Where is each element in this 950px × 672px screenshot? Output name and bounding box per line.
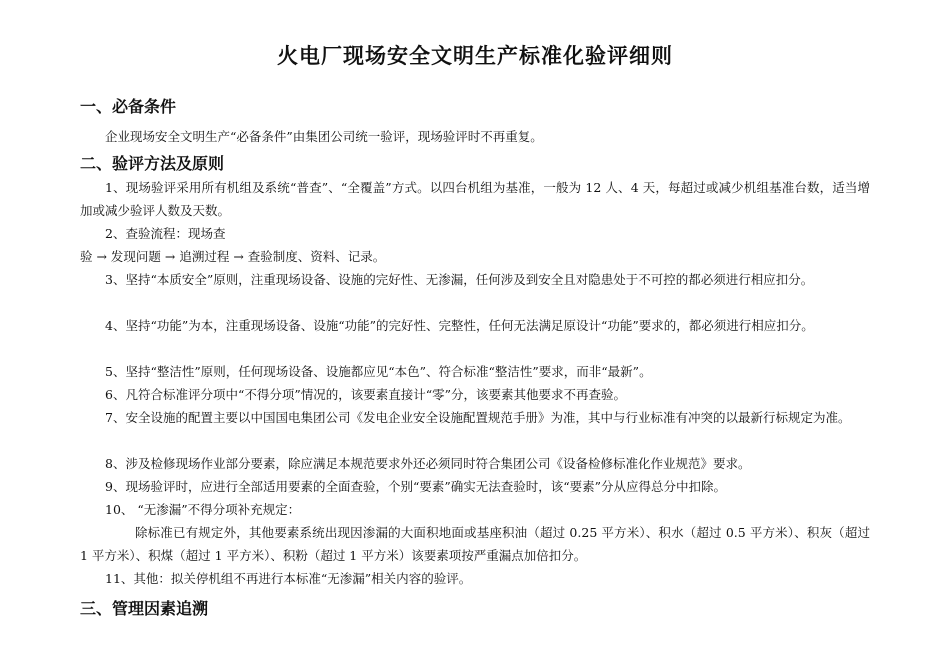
paragraph-method-11: 11、其他：拟关停机组不再进行本标准“无渗漏”相关内容的验评。 — [105, 571, 472, 586]
paragraph-method-10-detail: 除标准已有规定外，其他要素系统出现因渗漏的大面积地面或基座积油（超过 0.25 平方米）、积水（超过 0.5 平方米）、积灰（超过 1 平方米）、积煤（超过 1 平方米）、积粉（超过 1 平方米）该要素项按严重漏点加倍扣分。 — [80, 525, 870, 563]
paragraph-method-3: 3、坚持“本质安全”原则，注重现场设备、设施的完好性、无渗漏，任何涉及到安全且对隐患处于不可控的都必须进行相应扣分。 — [105, 272, 814, 287]
section-heading-prerequisites: 一、必备条件 — [80, 97, 177, 116]
paragraph-method-7: 7、安全设施的配置主要以中国国电集团公司《发电企业安全设施配置规范手册》为准，其中与行业标准有冲突的以最新行标规定为准。 — [105, 410, 851, 425]
paragraph-method-9: 9、现场验评时，应进行全部适用要素的全面查验，个别“要素”确实无法查验时，该“要素”分从应得总分中扣除。 — [105, 479, 727, 494]
paragraph-method-4: 4、坚持“功能”为本，注重现场设备、设施“功能”的完好性、完整性，任何无法满足原设计“功能”要求的，都必须进行相应扣分。 — [105, 318, 814, 333]
paragraph-method-5: 5、坚持“整洁性”原则，任何现场设备、设施都应见“本色”、符合标准“整洁性”要求，而非“最新”。 — [105, 364, 652, 379]
section-heading-traceback: 三、管理因素追溯 — [80, 599, 209, 618]
document-title: 火电厂现场安全文明生产标准化验评细则 — [277, 44, 673, 68]
paragraph-prerequisites: 企业现场安全文明生产“必备条件”由集团公司统一验评，现场验评时不再重复。 — [105, 129, 543, 144]
paragraph-method-1: 1、现场验评采用所有机组及系统“普查”、“全覆盖”方式。以四台机组为基准，一般为 12 人、4 天，每超过或减少机组基准台数，适当增加或减少验评人数及天数。 — [80, 180, 870, 218]
paragraph-method-6: 6、凡符合标准评分项中“不得分项”情况的，该要素直接计“零”分，该要素其他要求不再查验。 — [105, 387, 627, 402]
paragraph-method-8: 8、涉及检修现场作业部分要素，除应满足本规范要求外还必须同时符合集团公司《设备检修标准化作业规范》要求。 — [105, 456, 751, 471]
paragraph-method-2-flow: 验 → 发现问题 → 追溯过程 → 查验制度、资料、记录。 — [80, 249, 386, 264]
paragraph-method-2: 2、查验流程：现场查 — [105, 226, 226, 241]
paragraph-method-10: 10、 “无渗漏”不得分项补充规定： — [105, 502, 301, 517]
section-heading-methods: 二、验评方法及原则 — [80, 154, 225, 173]
